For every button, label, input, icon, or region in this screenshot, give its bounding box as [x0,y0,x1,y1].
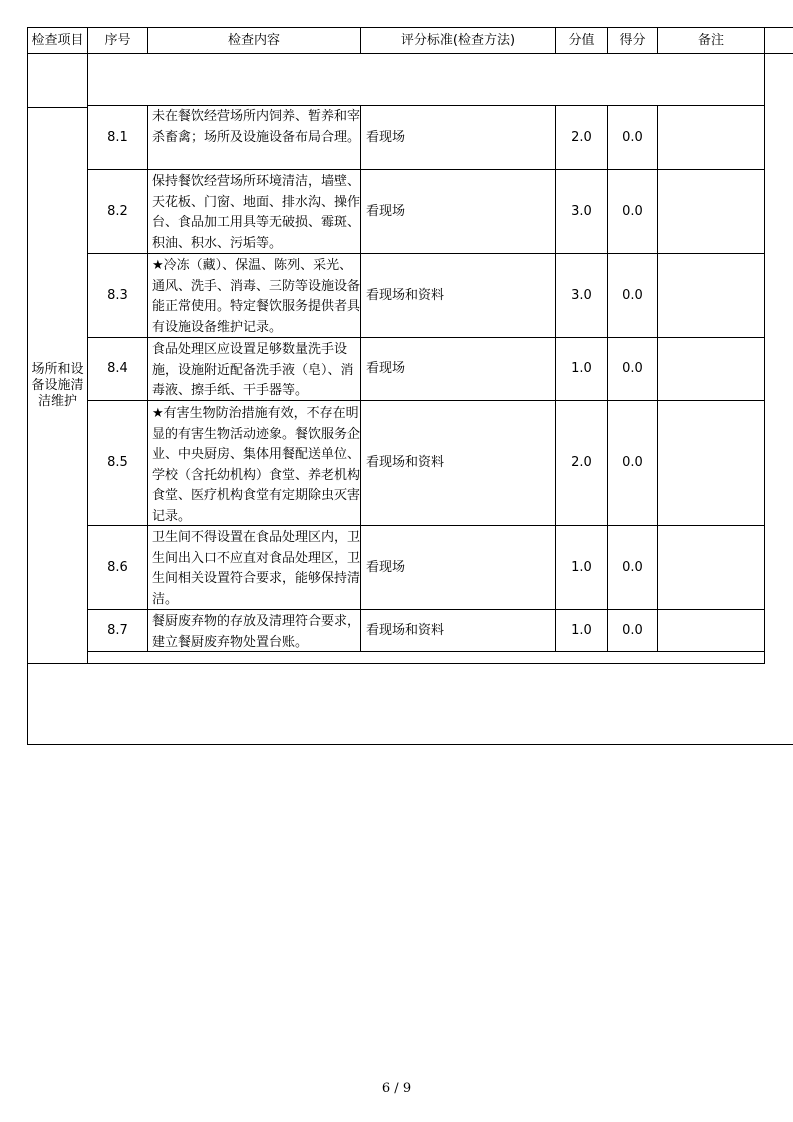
row-content: 未在餐饮经营场所内饲养、暂养和宰杀畜禽；场所及设施设备布局合理。 [152,109,360,145]
header-seq: 序号 [104,32,131,48]
row-note [658,610,764,651]
row-content: ★有害生物防治措施有效，不存在明显的有害生物活动迹象。餐饮服务企业、中央厨房、集体用餐配送单位、学校（含托幼机构）食堂、养老机构食堂、医疗机构食堂有定期除虫灭害记录。 [152,406,360,524]
row-value: 3.0 [571,203,592,219]
row-score: 0.0 [622,361,643,376]
row-score: 0.0 [622,455,643,470]
row-value: 1.0 [571,622,592,638]
row-seq: 8.3 [107,287,128,303]
row-standard: 看现场和资料 [366,287,445,303]
row-standard: 看现场 [366,361,406,376]
header-content: 检查内容 [227,32,280,48]
row-seq: 8.2 [107,203,128,219]
row-note [658,254,764,337]
page-number: 6 / 9 [381,1081,412,1096]
rule [87,651,765,652]
row-content: ★冷冻（藏）、保温、陈列、采光、通风、洗手、消毒、三防等设施设备能正常使用。特定餐饮服务提供者具有设施设备维护记录。 [152,258,360,335]
row-seq: 8.1 [107,129,128,145]
row-note [658,106,764,169]
row-standard: 看现场和资料 [366,455,445,470]
row-value: 3.0 [571,287,592,303]
row-seq: 8.6 [107,559,128,575]
row-value: 1.0 [571,361,592,376]
row-standard: 看现场 [366,559,406,575]
header-note: 备注 [697,32,724,48]
row-score: 0.0 [622,129,643,145]
category-label: 场所和设备设施清洁维护 [31,361,84,409]
row-score: 0.0 [622,203,643,219]
row-value: 2.0 [571,129,592,145]
rule [27,53,793,54]
row-score: 0.0 [622,622,643,638]
header-standard: 评分标准(检查方法) [400,32,516,48]
row-content: 餐厨废弃物的存放及清理符合要求，建立餐厨废弃物处置台账。 [152,614,360,650]
row-seq: 8.4 [107,361,128,376]
rule [764,27,765,664]
row-standard: 看现场 [366,129,406,145]
row-value: 2.0 [571,455,592,470]
row-content: 保持餐饮经营场所环境清洁，墙壁、天花板、门窗、地面、排水沟、操作台、食品加工用具等无破损、霉斑、积油、积水、污垢等。 [152,174,360,251]
row-content: 食品处理区应设置足够数量洗手设施，设施附近配备洗手液（皂）、消毒液、擦手纸、干手器等。 [152,342,354,398]
row-seq: 8.5 [107,455,128,470]
header-score: 得分 [619,32,646,48]
row-seq: 8.7 [107,622,128,638]
rule [27,744,793,745]
row-score: 0.0 [622,559,643,575]
row-standard: 看现场和资料 [366,622,445,638]
row-note [658,338,764,400]
row-standard: 看现场 [366,203,406,219]
header-category: 检查项目 [31,32,84,48]
row-note [658,401,764,525]
row-note [658,526,764,609]
row-score: 0.0 [622,287,643,303]
rule [27,27,28,745]
row-note [658,170,764,253]
row-value: 1.0 [571,559,592,575]
rule [27,663,765,664]
header-value: 分值 [568,32,595,48]
row-content: 卫生间不得设置在食品处理区内，卫生间出入口不应直对食品处理区，卫生间相关设置符合要求，能够保持清洁。 [152,530,360,607]
